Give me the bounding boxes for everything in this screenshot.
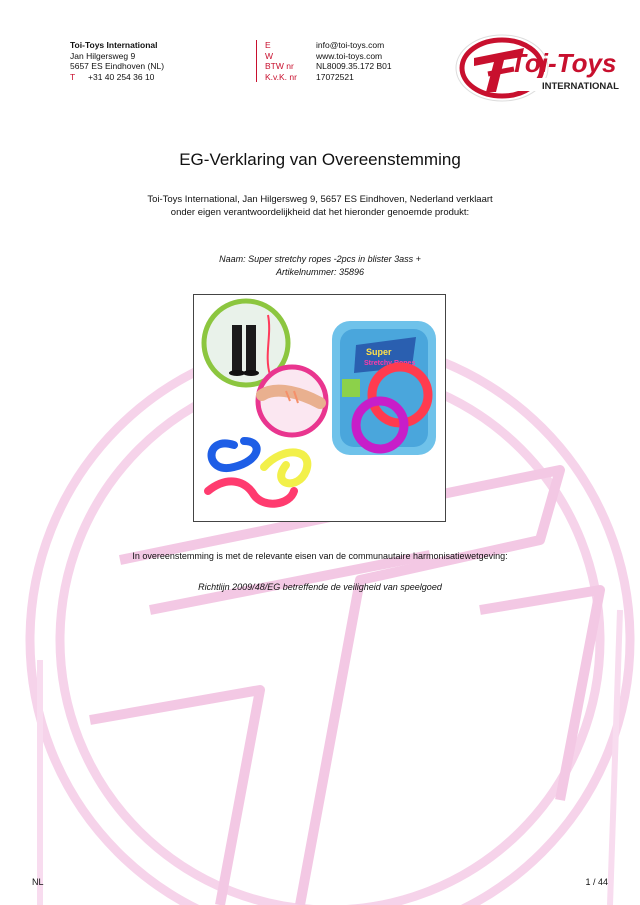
coc-row (265, 72, 392, 83)
web-value: www.toi-toys.com (316, 50, 383, 61)
coc-label: K.v.K. nr (265, 71, 297, 82)
vat-label: BTW nr (265, 61, 294, 71)
product-name: Naam: Super stretchy ropes -2pcs in blister 3ass + (219, 254, 421, 264)
web-label: W (265, 50, 274, 61)
directive-reference: Richtlijn 2009/48/EG betreffende de veiligheid van speelgoed (198, 582, 442, 592)
svg-text:Super: Super (366, 347, 392, 357)
declaration-intro (100, 193, 540, 219)
lifestyle-circle-arm (258, 367, 326, 435)
email-value: info@toi-toys.com (316, 40, 385, 50)
web-row (265, 51, 392, 62)
email-row (265, 40, 392, 51)
email-label: E (265, 40, 271, 50)
coc-value: 17072521 (316, 71, 354, 82)
street-address: Jan Hilgersweg 9 (70, 50, 136, 61)
vat-row (265, 61, 392, 72)
intro-line-2: onder eigen verantwoordelijkheid dat het hieronder genoemde produkt: (170, 207, 470, 218)
phone-row (70, 72, 164, 83)
page-number: 1 / 44 (585, 877, 608, 887)
language-code: NL (32, 877, 44, 887)
intro-line-1: Toi-Toys International, Jan Hilgersweg 9, 5657 ES Eindhoven, Nederland verklaart (147, 194, 493, 205)
article-number: Artikelnummer: 35896 (275, 267, 365, 277)
product-image (193, 294, 446, 522)
product-info (100, 253, 540, 279)
company-name: Toi-Toys International (70, 40, 158, 50)
sender-address (70, 40, 164, 82)
svg-text:Stretchy Ropes: Stretchy Ropes (364, 360, 416, 367)
conformity-statement: In overeenstemming is met de relevante eisen van de communautaire harmonisatiewetgeving: (132, 551, 508, 561)
svg-text:Toi-Toys: Toi-Toys (510, 48, 617, 78)
contact-details (256, 40, 392, 82)
city-address: 5657 ES Eindhoven (NL) (70, 61, 165, 71)
document-title: EG-Verklaring van Overeenstemming (179, 150, 461, 169)
phone-number: +31 40 254 36 10 (88, 71, 155, 82)
vat-value: NL8009.35.172 B01 (316, 61, 392, 71)
phone-label: T (70, 71, 76, 82)
toi-toys-logo (452, 30, 638, 102)
blister-package (332, 321, 436, 455)
svg-text:INTERNATIONAL: INTERNATIONAL (542, 81, 619, 92)
